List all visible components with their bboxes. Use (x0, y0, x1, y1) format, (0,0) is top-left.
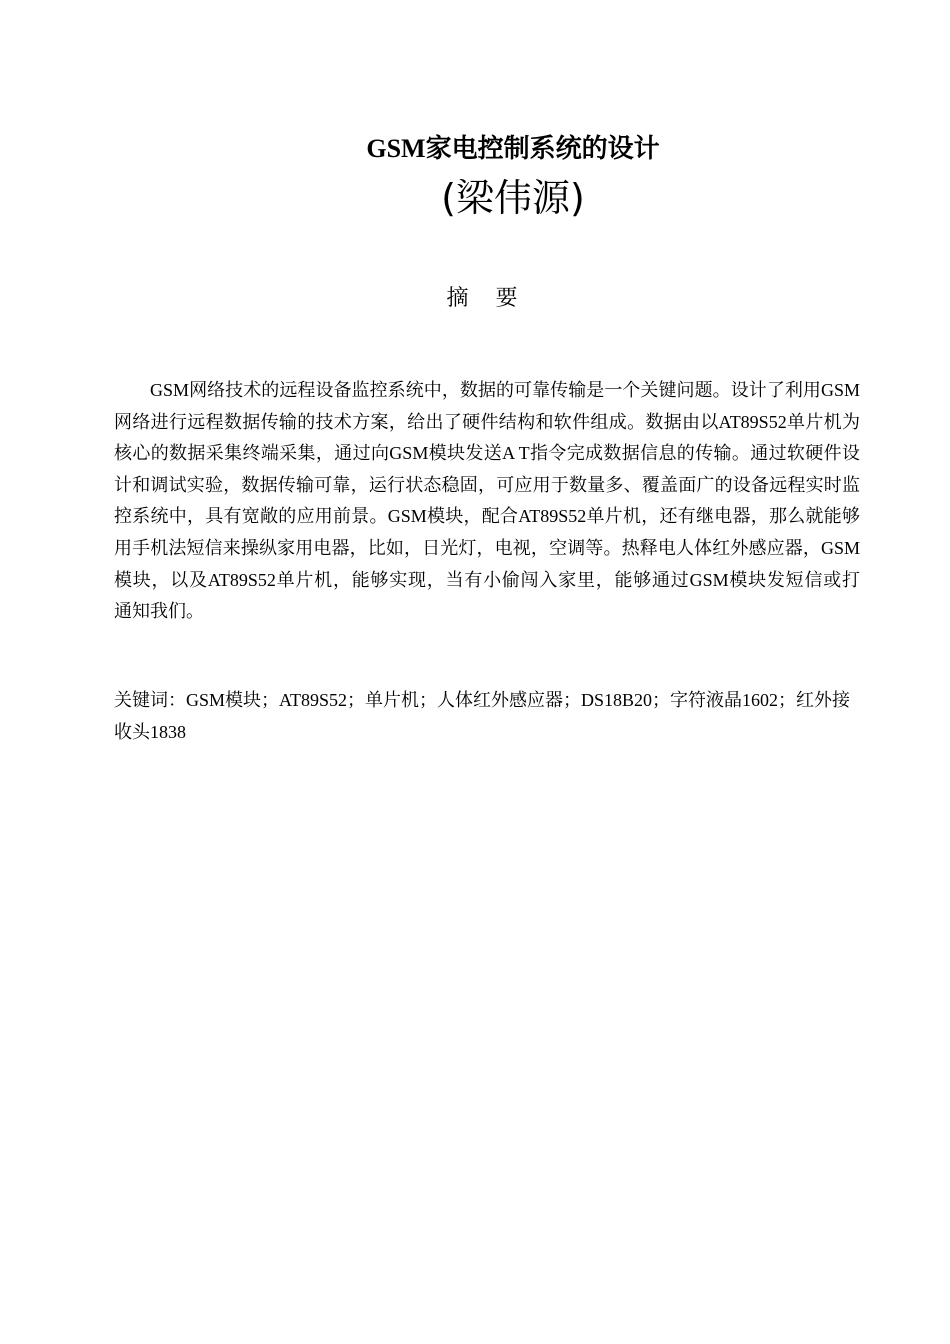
document-title: GSM家电控制系统的设计 (366, 134, 660, 163)
document-author: (梁伟源) (441, 176, 585, 220)
abstract-heading: 摘 要 (446, 286, 528, 311)
keywords-line: 关键词：GSM模块；AT89S52；单片机；人体红外感应器；DS18B20；字符液晶1602；红外接收头1838 (114, 690, 851, 742)
abstract-body: GSM网络技术的远程设备监控系统中，数据的可靠传输是一个关键问题。设计了利用GSM网络进行远程数据传输的技术方案，给出了硬件结构和软件组成。数据由以AT89S52单片机为核心的数据采集终端采集，通过向GSM模块发送A T指令完成数据信息的传输。通过软硬件设计和调试实验，数据传输可靠，运行状态稳固，可应用于数量多、覆盖面广的设备远程实时监控系统中，具有宽敞的应用前景。GSM模块，配合AT89S52单片机，还有继电器，那么就能够用手机法短信来操纵家用电器，比如，日光灯，电视，空调等。热释电人体红外感应器，GSM模块，以及AT89S52单片机，能够实现，当有小偷闯入家里，能够通过GSM模块发短信或打 通知我们。 (114, 380, 878, 622)
